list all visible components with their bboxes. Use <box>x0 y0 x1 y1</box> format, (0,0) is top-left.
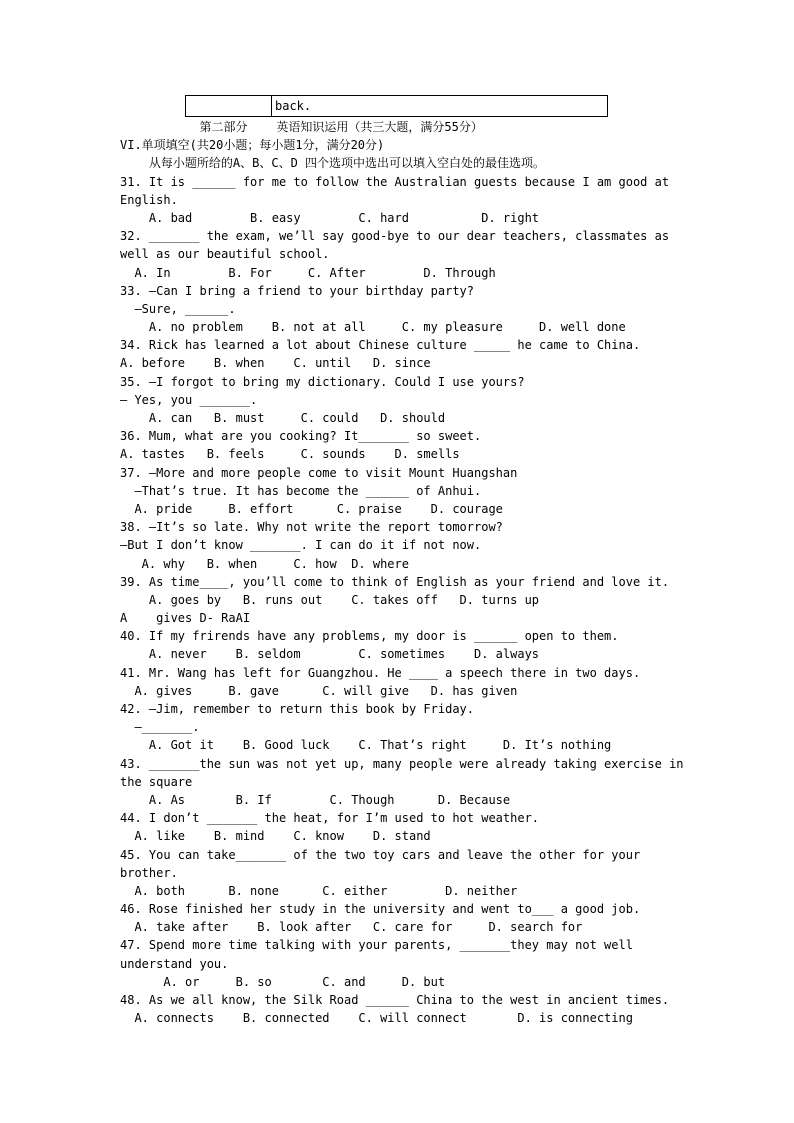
q33-options: A. no problem B. not at all C. my pleasure D. well done <box>120 320 626 335</box>
q45-stem-cont: brother. <box>120 865 178 880</box>
q48-options: A. connects B. connected C. will connect D. is connecting <box>120 1011 633 1026</box>
q37-dialog: —That’s true. It has become the ______ of Anhui. <box>120 483 482 498</box>
q35-stem: 35. —I forgot to bring my dictionary. Could I use yours? <box>120 374 525 389</box>
q40-options: A. never B. seldom C. sometimes D. always <box>120 647 540 662</box>
q46-stem: 46. Rose finished her study in the university and went to___ a good job. <box>120 902 641 917</box>
q33-stem: 33. —Can I bring a friend to your birthday party? <box>120 283 475 298</box>
q37-stem: 37. —More and more people come to visit Mount Huangshan <box>120 465 518 480</box>
stray-text: A gives D- RaAI <box>120 611 251 626</box>
q33-dialog: —Sure, ______. <box>120 301 236 316</box>
q43-stem-cont: the square <box>120 774 193 789</box>
q47-stem: 47. Spend more time talking with your parents, _______they may not well <box>120 938 633 953</box>
q43-stem: 43. _______the sun was not yet up, many people were already taking exercise in <box>120 756 684 771</box>
q41-options: A. gives B. gave C. will give D. has given <box>120 683 518 698</box>
header-table <box>185 95 608 117</box>
q40-stem: 40. If my frirends have any problems, my door is ______ open to them. <box>120 629 619 644</box>
q36-stem: 36. Mum, what are you cooking? It_______ so sweet. <box>120 429 482 444</box>
instructions: 从每小题所给的A、B、C、D 四个选项中选出可以填入空白处的最佳选项。 <box>120 156 546 171</box>
section-title: 第二部分 英语知识运用（共三大题，满分55分） <box>120 120 483 134</box>
q32-options: A. In B. For C. After D. Through <box>120 265 496 280</box>
q32-stem-cont: well as our beautiful school. <box>120 247 330 262</box>
q47-stem-cont: understand you. <box>120 956 229 971</box>
q31-stem-cont: English. <box>120 192 178 207</box>
q41-stem: 41. Mr. Wang has left for Guangzhou. He ____ a speech there in two days. <box>120 665 641 680</box>
q35-dialog: — Yes, you _______. <box>120 392 258 407</box>
q38-options: A. why B. when C. how D. where <box>120 556 409 571</box>
q43-options: A. As B. If C. Though D. Because <box>120 792 511 807</box>
q42-dialog: —_______. <box>120 720 200 735</box>
q35-options: A. can B. must C. could D. should <box>120 411 446 425</box>
q31-stem: 31. It is ______ for me to follow the Australian guests because I am good at <box>120 174 670 189</box>
q36-options: A. tastes B. feels C. sounds D. smells <box>120 447 460 462</box>
q34-stem: 34. Rick has learned a lot about Chinese culture _____ he came to China. <box>120 338 641 353</box>
part-title: VI.单项填空(共20小题；每小题1分，满分20分) <box>120 138 385 153</box>
document-body <box>120 118 720 1027</box>
q46-options: A. take after B. look after C. care for D. search for <box>120 920 583 935</box>
q38-stem: 38. —It’s so late. Why not write the report tomorrow? <box>120 520 503 535</box>
header-table-cell-back: back. <box>275 99 312 113</box>
q44-options: A. like B. mind C. know D. stand <box>120 829 431 844</box>
q32-stem: 32. _______ the exam, we’ll say good-bye to our dear teachers, classmates as <box>120 229 670 244</box>
q39-stem: 39. As time____, you’ll come to think of English as your friend and love it. <box>120 574 670 589</box>
q47-options: A. or B. so C. and D. but <box>120 974 446 989</box>
q44-stem: 44. I don’t _______ the heat, for I’m used to hot weather. <box>120 811 540 826</box>
header-table-cell-empty <box>186 96 272 116</box>
q31-options: A. bad B. easy C. hard D. right <box>120 210 540 225</box>
q39-options: A. goes by B. runs out C. takes off D. turns up <box>120 592 540 607</box>
q45-stem: 45. You can take_______ of the two toy cars and leave the other for your <box>120 847 641 862</box>
q34-options: A. before B. when C. until D. since <box>120 356 431 371</box>
q45-options: A. both B. none C. either D. neither <box>120 883 518 898</box>
q38-dialog: —But I don’t know _______. I can do it if not now. <box>120 538 482 553</box>
q42-options: A. Got it B. Good luck C. That’s right D. It’s nothing <box>120 738 612 753</box>
q48-stem: 48. As we all know, the Silk Road ______ China to the west in ancient times. <box>120 993 670 1007</box>
q37-options: A. pride B. effort C. praise D. courage <box>120 501 503 516</box>
q42-stem: 42. —Jim, remember to return this book by Friday. <box>120 702 475 716</box>
